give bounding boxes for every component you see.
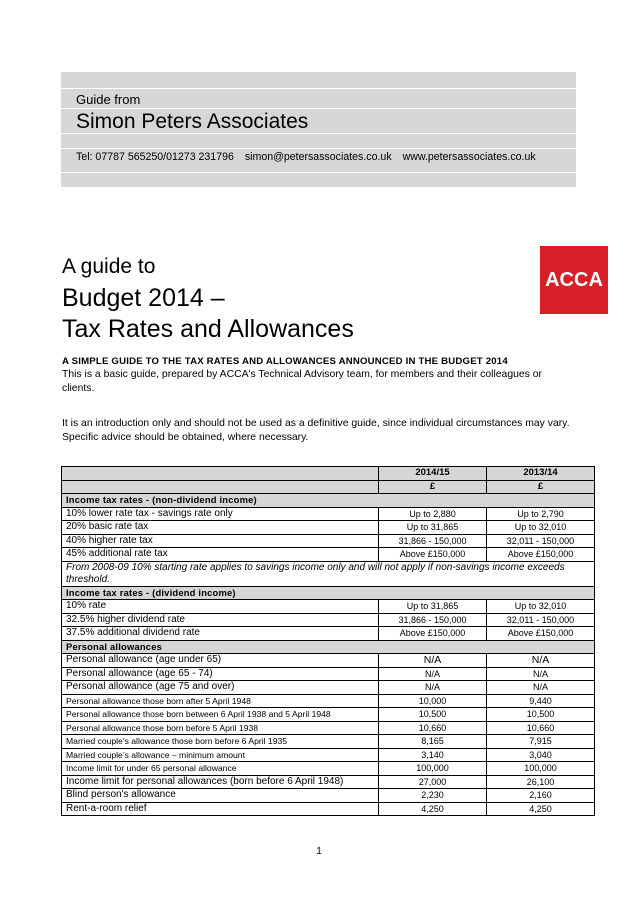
value-2013: Up to 32,010 <box>487 521 595 535</box>
table-row <box>62 521 595 535</box>
value-2013: 32,011 - 150,000 <box>487 613 595 627</box>
value-2014: 3,140 <box>379 748 487 762</box>
row-label: Rent-a-room relief <box>62 802 379 816</box>
row-label: Income limit for under 65 personal allowance <box>62 762 379 776</box>
page-subtitle: Tax Rates and Allowances <box>62 315 354 343</box>
currency-symbol: £ <box>379 480 487 494</box>
section-header-income-tax: Income tax rates - (non-dividend income) <box>62 494 595 508</box>
value-2013: 3,040 <box>487 748 595 762</box>
value-2014: 31,866 - 150,000 <box>379 534 487 548</box>
value-2013: 10,500 <box>487 708 595 722</box>
value-2014: Up to 31,865 <box>379 521 487 535</box>
row-label: 37.5% additional dividend rate <box>62 627 379 641</box>
table-row <box>62 667 595 681</box>
value-2013: 32,011 - 150,000 <box>487 534 595 548</box>
value-2013: 4,250 <box>487 802 595 816</box>
section-subheading: A SIMPLE GUIDE TO THE TAX RATES AND ALLOWANCES ANNOUNCED IN THE BUDGET 2014 <box>62 356 508 367</box>
section-header-personal-allowances: Personal allowances <box>62 640 595 654</box>
note-row <box>62 561 595 586</box>
page-title: Budget 2014 – <box>62 284 225 312</box>
intro-paragraph: This is a basic guide, prepared by ACCA's Technical Advisory team, for members and their colleagues or clients. <box>62 369 542 394</box>
value-2013: 100,000 <box>487 762 595 776</box>
table-row <box>62 600 595 614</box>
phone-number: Tel: 07787 565250/01273 231796 <box>76 151 234 163</box>
value-2014: 4,250 <box>379 802 487 816</box>
table-row <box>62 681 595 695</box>
value-2014: 10,500 <box>379 708 487 722</box>
value-2013: N/A <box>487 681 595 695</box>
value-2014: 10,000 <box>379 694 487 708</box>
value-2014: N/A <box>379 681 487 695</box>
row-label: Personal allowance (age under 65) <box>62 654 379 668</box>
acca-logo: ACCA <box>540 246 608 314</box>
row-label: Personal allowance those born before 5 April 1938 <box>62 721 379 735</box>
value-2013: Up to 32,010 <box>487 600 595 614</box>
value-2014: 10,660 <box>379 721 487 735</box>
table-row <box>62 775 595 789</box>
table-row <box>62 613 595 627</box>
value-2014: Above £150,000 <box>379 627 487 641</box>
table-row <box>62 694 595 708</box>
row-label: 10% lower rate tax - savings rate only <box>62 507 379 521</box>
firm-name: Simon Peters Associates <box>76 110 309 133</box>
row-label: 32.5% higher dividend rate <box>62 613 379 627</box>
header-divider <box>61 148 576 149</box>
column-header-2014: 2014/15 <box>379 467 487 481</box>
table-row <box>62 735 595 749</box>
value-2014: 2,230 <box>379 789 487 803</box>
table-header-row <box>62 467 595 481</box>
value-2014: Above £150,000 <box>379 548 487 562</box>
row-label: 40% higher rate tax <box>62 534 379 548</box>
starting-rate-note: From 2008-09 10% starting rate applies to savings income only and will not apply if non-savings income exceeds threshold. <box>62 561 595 586</box>
value-2013: 10,660 <box>487 721 595 735</box>
currency-row <box>62 480 595 494</box>
row-label: Income limit for personal allowances (born before 6 April 1948) <box>62 775 379 789</box>
row-label: Personal allowance those born after 5 April 1948 <box>62 694 379 708</box>
row-label: Blind person's allowance <box>62 789 379 803</box>
value-2014: 8,165 <box>379 735 487 749</box>
column-header-2013: 2013/14 <box>487 467 595 481</box>
table-row <box>62 534 595 548</box>
value-2013: 2,160 <box>487 789 595 803</box>
table-row <box>62 627 595 641</box>
value-2013: Above £150,000 <box>487 627 595 641</box>
value-2014: Up to 2,880 <box>379 507 487 521</box>
value-2014: 100,000 <box>379 762 487 776</box>
tax-rates-table <box>61 466 595 816</box>
table-row <box>62 654 595 668</box>
disclaimer-paragraph: It is an introduction only and should not be used as a definitive guide, since individual circumstances may vary. Specific advice should be obtained, where necessary. <box>62 418 570 443</box>
header-divider <box>61 172 576 173</box>
value-2013: N/A <box>487 654 595 668</box>
row-label: Personal allowance those born between 6 April 1938 and 5 April 1948 <box>62 708 379 722</box>
row-label: Personal allowance (age 75 and over) <box>62 681 379 695</box>
value-2014: Up to 31,865 <box>379 600 487 614</box>
value-2013: 26,100 <box>487 775 595 789</box>
value-2013: Up to 2,790 <box>487 507 595 521</box>
header-divider <box>61 88 576 89</box>
contact-line <box>76 151 544 163</box>
row-label: 20% basic rate tax <box>62 521 379 535</box>
value-2014: N/A <box>379 654 487 668</box>
table-row <box>62 708 595 722</box>
row-label: Personal allowance (age 65 - 74) <box>62 667 379 681</box>
table-row <box>62 748 595 762</box>
header-divider <box>61 108 576 109</box>
table-row <box>62 721 595 735</box>
value-2014: 27,000 <box>379 775 487 789</box>
value-2013: N/A <box>487 667 595 681</box>
currency-symbol: £ <box>487 480 595 494</box>
value-2013: Above £150,000 <box>487 548 595 562</box>
page-number: 1 <box>316 846 322 857</box>
title-intro: A guide to <box>62 255 156 278</box>
table-row <box>62 789 595 803</box>
value-2014: 31,866 - 150,000 <box>379 613 487 627</box>
row-label: Married couple’s allowance those born before 6 April 1935 <box>62 735 379 749</box>
value-2014: N/A <box>379 667 487 681</box>
table-row <box>62 507 595 521</box>
row-label: 10% rate <box>62 600 379 614</box>
value-2013: 9,440 <box>487 694 595 708</box>
row-label: 45% additional rate tax <box>62 548 379 562</box>
table-row <box>62 802 595 816</box>
value-2013: 7,915 <box>487 735 595 749</box>
table-row <box>62 548 595 562</box>
guide-from-label: Guide from <box>76 92 141 107</box>
table-row <box>62 762 595 776</box>
email-link[interactable]: simon@petersassociates.co.uk <box>244 151 392 163</box>
section-header-dividend: Income tax rates - (dividend income) <box>62 586 595 600</box>
website-link[interactable]: www.petersassociates.co.uk <box>402 151 536 163</box>
row-label: Married couple’s allowance – minimum amount <box>62 748 379 762</box>
